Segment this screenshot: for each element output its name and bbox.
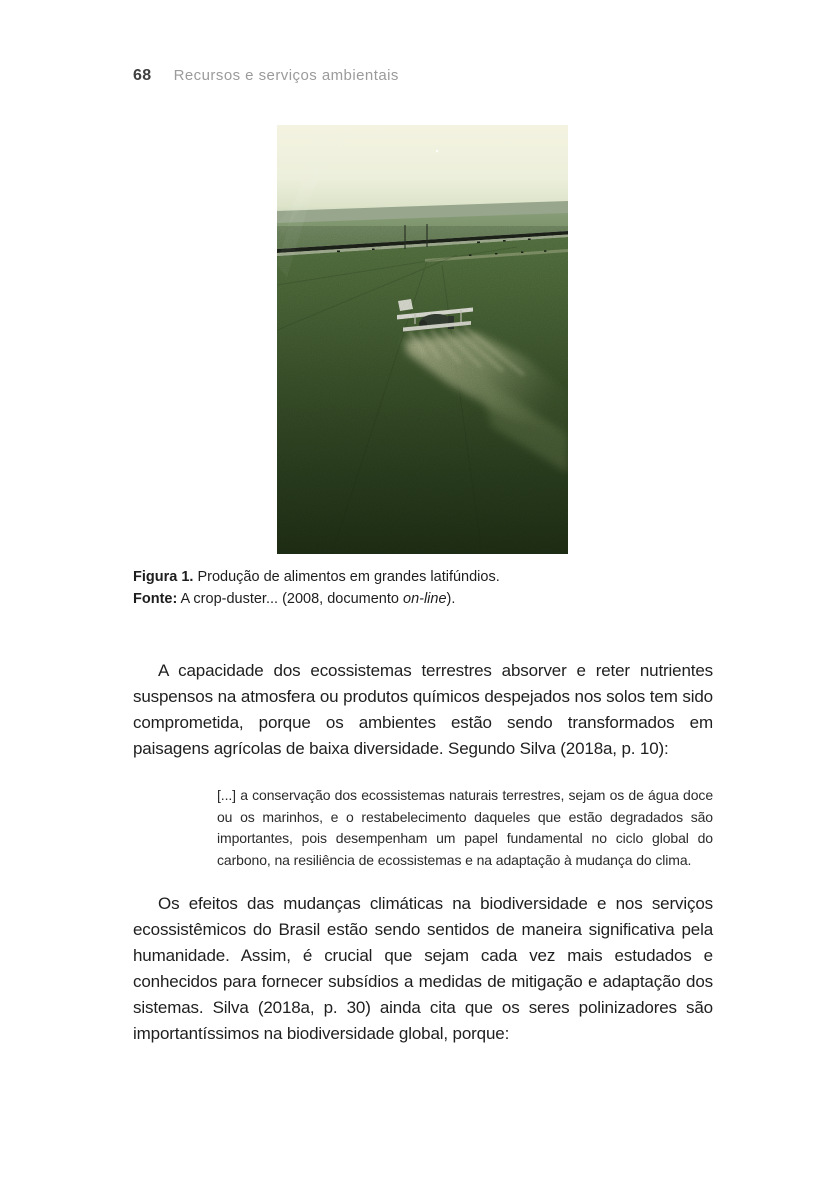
paragraph-ecosystem-capacity: A capacidade dos ecossistemas terrestres absorver e reter nutrientes suspensos na atmosfera ou produtos químicos despejados nos solos tem sido comprometida, porque os ambientes estão sendo transformados em paisagens agrícolas de baixa diversidade. Segundo Silva (2018a, p. 10): <box>133 661 713 758</box>
source-label: Fonte: <box>133 591 178 607</box>
figure-1-photo <box>277 125 568 554</box>
paragraph-climate-effects: Os efeitos das mudanças climáticas na biodiversidade e nos serviços ecossistêmicos do Brasil estão sendo sentidos de maneira significativa pela humanidade. Assim, é crucial que sejam cada vez mais estudados e conhecidos para fornecer subsídios a medidas de mitigação e adaptação dos sistemas. Silva (2018a, p. 30) ainda cita que os seres polinizadores são importantíssimos na biodiversidade global, porque: <box>133 894 713 1043</box>
caption-text: Produção de alimentos em grandes latifúndios. <box>193 569 500 585</box>
figure-caption <box>133 566 713 610</box>
block-quote-silva-2018a: [...] a conservação dos ecossistemas naturais terrestres, sejam os de água doce ou os marinhos, e o restabelecimento daqueles que estão degradados são importantes, pois desempenham um papel fundamental no ciclo global do carbono, na resiliência de ecossistemas e na adaptação à mudança do clima. <box>217 787 713 868</box>
caption-line <box>133 566 713 588</box>
running-header <box>133 67 399 85</box>
page-number: 68 <box>133 67 152 84</box>
source-line <box>133 588 713 610</box>
chapter-title: Recursos e serviços ambientais <box>173 67 399 84</box>
source-text-italic: on-line <box>403 591 447 607</box>
source-text-after: ). <box>446 591 456 607</box>
source-text-before: A crop-duster... (2008, documento <box>177 591 403 607</box>
caption-label: Figura 1. <box>133 569 194 585</box>
crop-duster-photo-graphic <box>277 125 568 554</box>
